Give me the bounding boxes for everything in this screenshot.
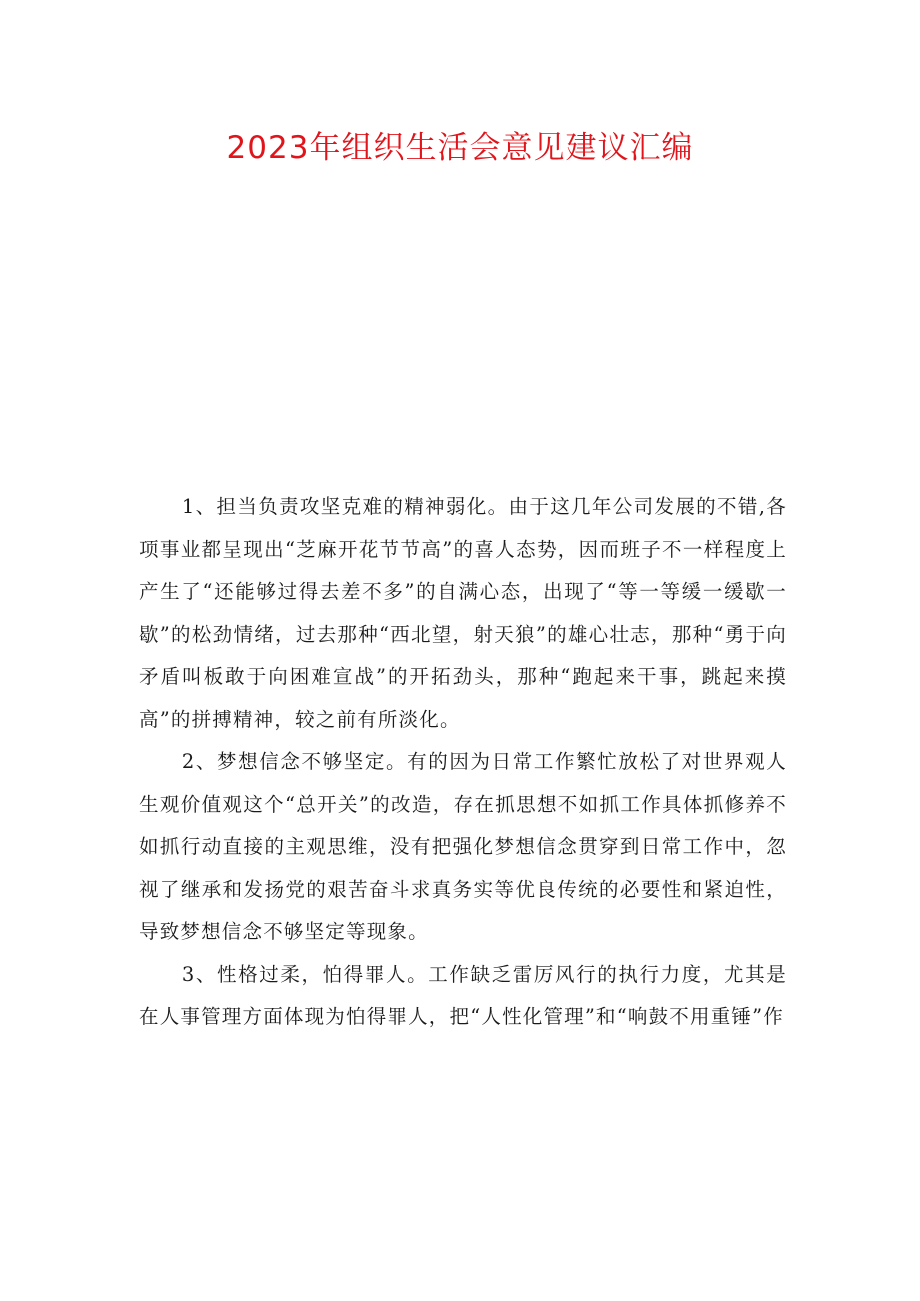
paragraph-2: 2、梦想信念不够坚定。有的因为日常工作繁忙放松了对世界观人生观价值观这个“总开关”的改造，存在抓思想不如抓工作具体抓修养不如抓行动直接的主观思维，没有把强化梦想信念贯穿到日常工作中，忽视了继承和发扬党的艰苦奋斗求真务实等优良传统的必要性和紧迫性，导致梦想信念不够坚定等现象。 [139, 750, 787, 943]
document-body [139, 486, 787, 1039]
paragraph-1: 1、担当负责攻坚克难的精神弱化。由于这几年公司发展的不错,各项事业都呈现出“芝麻开花节节高”的喜人态势，因而班子不一样程度上产生了“还能够过得去差不多”的自满心态，出现了“等一等缓一缓歇一歇”的松劲情绪，过去那种“西北望，射天狼”的雄心壮志，那种“勇于向矛盾叫板敢于向困难宣战”的开拓劲头，那种“跑起来干事，跳起来摸高”的拼搏精神，较之前有所淡化。 [139, 495, 787, 731]
paragraph-3: 3、性格过柔，怕得罪人。工作缺乏雷厉风行的执行力度，尤其是在人事管理方面体现为怕得罪人，把“人性化管理”和“响鼓不用重锤”作 [139, 962, 787, 1028]
page-title: 2023年组织生活会意见建议汇编 [226, 130, 694, 166]
